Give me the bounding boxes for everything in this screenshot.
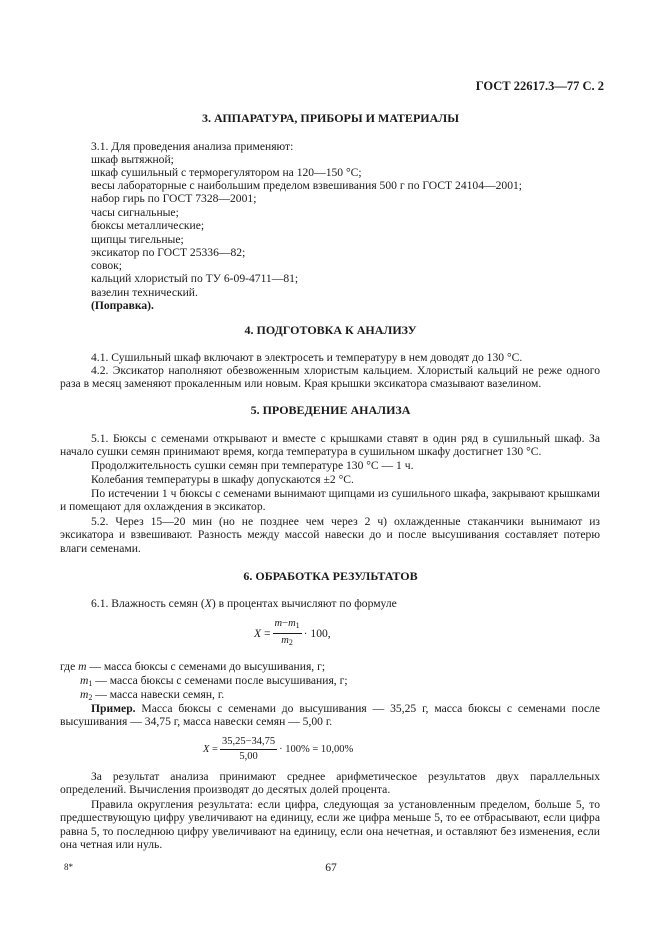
- list-item: эксикатор по ГОСТ 25336—82;: [91, 246, 246, 259]
- footer-mark: 8*: [64, 862, 73, 872]
- paragraph: 6.1. Влажность семян (X) в процентах вычисляют по формуле: [91, 597, 397, 610]
- amendment-note: (Поправка).: [91, 299, 154, 312]
- example-formula: X = $\frac{35,25-34,75}{5,00}$ · 100% = 10,00%: [203, 736, 354, 762]
- section-3-title: 3. АППАРАТУРА, ПРИБОРЫ И МАТЕРИАЛЫ: [201, 111, 459, 125]
- list-item: щипцы тигельные;: [91, 233, 184, 246]
- list-item: шкаф сушильный с терморегулятором на 120—150 °С;: [91, 166, 362, 179]
- list-item: весы лабораторные с наибольшим пределом взвешивания 500 г по ГОСТ 24104—2001;: [91, 179, 523, 192]
- paragraph: 5.2. Через 15—20 мин (но не позднее чем через 2 ч) охлажденные стаканчики вынимают из эксикатора и взвешивают. Разность между массой навески до и после высушивания составляет потерю влаги семенами.: [60, 515, 600, 555]
- moisture-formula: X = $\frac{m-m_1}{m_2}$ · 100,: [254, 618, 331, 647]
- paragraph: По истечении 1 ч бюксы с семенами вынимают щипцами из сушильного шкафа, закрывают крышками и помещают для охлаждения в эксикатор.: [60, 487, 600, 514]
- example-paragraph: Пример. Масса бюксы с семенами до высушивания — 35,25 г, масса бюксы с семенами после высушивания — 34,75 г, масса навески семян — 5,00 г.: [60, 702, 600, 729]
- paragraph: 4.2. Эксикатор наполняют обезвоженным хлористым кальцием. Хлористый кальций не реже одного раза в месяц заменяют прокаленным или новым. Края крышки эксикатора смазывают вазелином.: [60, 364, 600, 391]
- paragraph: 5.1. Бюксы с семенами открывают и вместе с крышками ставят в один ряд в сушильный шкаф. За начало сушки семян принимают время, когда температура в сушильном шкафу достигнет 130 °С.: [60, 432, 600, 459]
- paragraph: Правила округления результата: если цифра, следующая за установленным пределом, больше 5, то предшествующую цифру увеличивают на единицу, если же цифра меньше 5, то ее отбрасывают, если цифра равна 5, то последнюю цифру увеличивают на единицу, если она нечетная, и оставляют без изменения, если она четная или нуль.: [60, 798, 600, 852]
- section-5-title: 5. ПРОВЕДЕНИЕ АНАЛИЗА: [250, 403, 411, 417]
- section-4-title: 4. ПОДГОТОВКА К АНАЛИЗУ: [244, 323, 417, 337]
- section-6-title: 6. ОБРАБОТКА РЕЗУЛЬТАТОВ: [243, 569, 418, 583]
- list-item: 3.1. Для проведения анализа применяют:: [91, 140, 294, 153]
- list-item: совок;: [91, 259, 122, 272]
- page-number: 67: [325, 862, 337, 874]
- formula-fraction: $\frac{m-m_1}{m_2}$: [274, 618, 300, 647]
- list-item: набор гирь по ГОСТ 7328—2001;: [91, 192, 257, 205]
- formula-fraction: $\frac{35,25-34,75}{5,00}$: [221, 736, 276, 762]
- where-line: где m — масса бюксы с семенами до высушивания, г;: [60, 660, 326, 673]
- where-line: $m_1$ — масса бюксы с семенами после высушивания, г;: [80, 674, 348, 688]
- paragraph: За результат анализа принимают среднее арифметическое результатов двух параллельных определений. Вычисления производят до десятых долей процента.: [60, 770, 600, 797]
- list-item: шкаф вытяжной;: [91, 153, 174, 166]
- list-item: часы сигнальные;: [91, 206, 179, 219]
- list-item: вазелин технический.: [91, 286, 198, 299]
- page-header: ГОСТ 22617.3—77 С. 2: [475, 79, 604, 93]
- list-item: кальций хлористый по ТУ 6-09-4711—81;: [91, 272, 299, 285]
- list-item: бюксы металлические;: [91, 219, 205, 232]
- paragraph: Продолжительность сушки семян при температуре 130 °С — 1 ч.: [91, 459, 414, 472]
- paragraph: 4.1. Сушильный шкаф включают в электросеть и температуру в нем доводят до 130 °С.: [91, 351, 523, 364]
- where-line: $m_2$ — масса навески семян, г.: [80, 688, 225, 702]
- paragraph: Колебания температуры в шкафу допускаются ±2 °С.: [91, 473, 354, 486]
